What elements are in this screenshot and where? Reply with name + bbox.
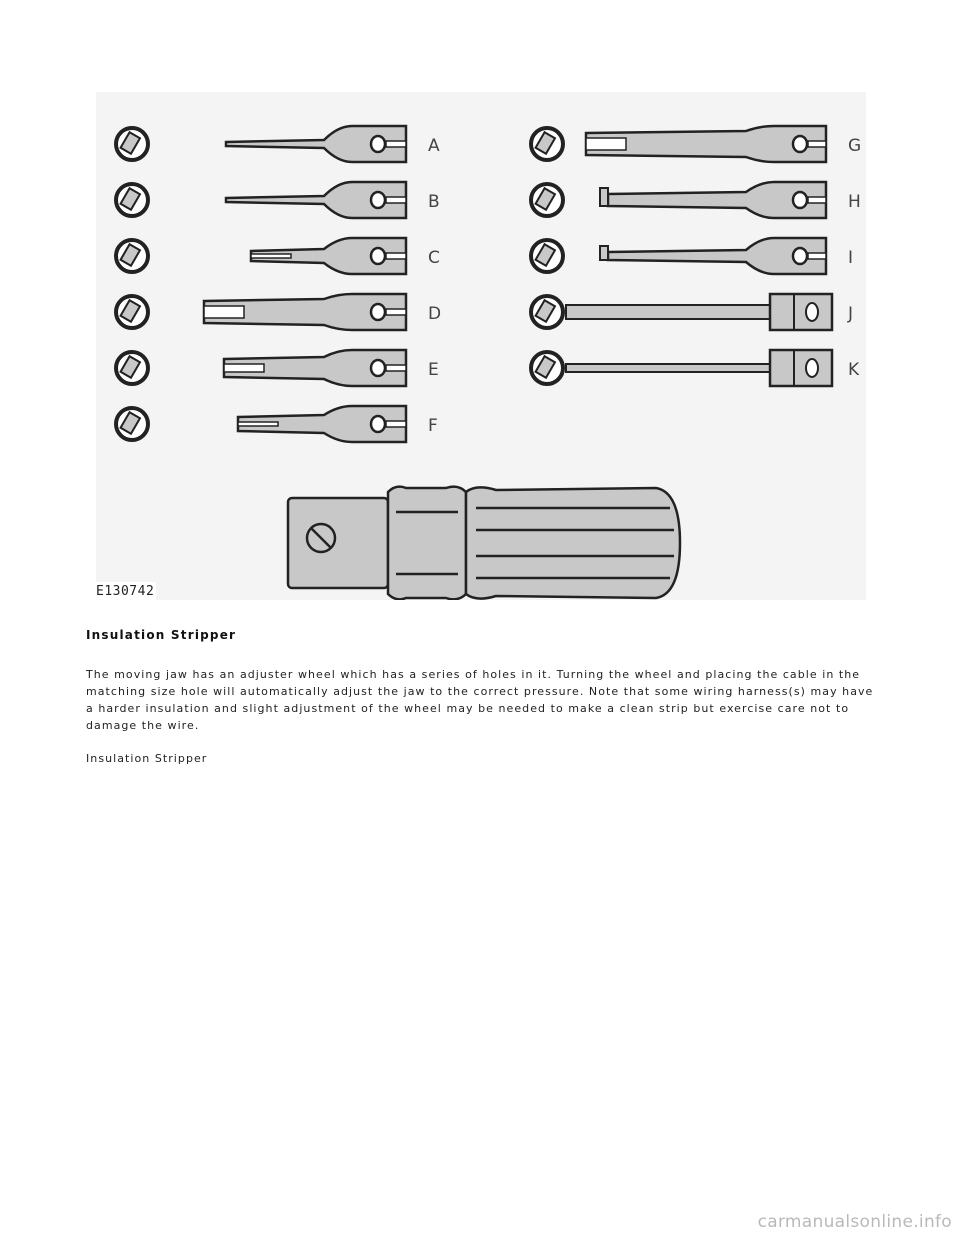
tool-letter: A xyxy=(428,136,440,156)
tool-e xyxy=(116,350,439,386)
tool-tip-icon xyxy=(531,128,563,160)
tool-letter: J xyxy=(848,304,854,324)
tool-tip-icon xyxy=(116,240,148,272)
tool-letter: F xyxy=(428,416,438,436)
tool-letter: G xyxy=(848,136,862,156)
tool-letter: D xyxy=(428,304,442,324)
tool-tip-icon xyxy=(116,296,148,328)
tool-tip-icon xyxy=(116,128,148,160)
tool-letter: C xyxy=(428,248,440,268)
tool-tip-icon xyxy=(531,296,563,328)
tool-h xyxy=(531,182,861,218)
tool-tip-icon xyxy=(531,184,563,216)
tool-kit-illustration xyxy=(96,92,866,600)
tool-drawing xyxy=(96,92,866,600)
section-paragraph: The moving jaw has an adjuster wheel which has a series of holes in it. Turning the wheel and placing the cable in the matching size hole will automatically adjust the jaw to the correct pressure. Note that some wiring harness(s) may have a harder insulation and slight adjustment of the wheel may be needed to make a clean strip but exercise care not to damage the wire. xyxy=(86,668,874,732)
tool-tip-icon xyxy=(531,240,563,272)
figure-caption: Insulation Stripper xyxy=(86,752,208,765)
tool-tip-icon xyxy=(116,408,148,440)
tool-c xyxy=(116,238,440,274)
tool-a xyxy=(116,126,440,162)
tool-tip-icon xyxy=(531,352,563,384)
tool-k xyxy=(531,350,860,386)
tool-letter: I xyxy=(848,248,854,268)
tool-b xyxy=(116,182,440,218)
tool-tip-icon xyxy=(116,184,148,216)
footer-watermark: carmanualsonline.info xyxy=(757,1212,952,1232)
tool-tip-icon xyxy=(116,352,148,384)
tool-f xyxy=(116,406,438,442)
tool-d xyxy=(116,294,441,330)
tool-letter: K xyxy=(848,360,860,380)
tool-letter: B xyxy=(428,192,440,212)
tool-handle xyxy=(288,487,680,600)
tool-letter: H xyxy=(848,192,861,212)
section-heading: Insulation Stripper xyxy=(86,628,237,642)
tool-g xyxy=(531,126,861,162)
tool-j xyxy=(531,294,853,330)
tool-i xyxy=(531,238,853,274)
tool-letter: E xyxy=(428,360,439,380)
figure-id: E130742 xyxy=(96,584,155,599)
